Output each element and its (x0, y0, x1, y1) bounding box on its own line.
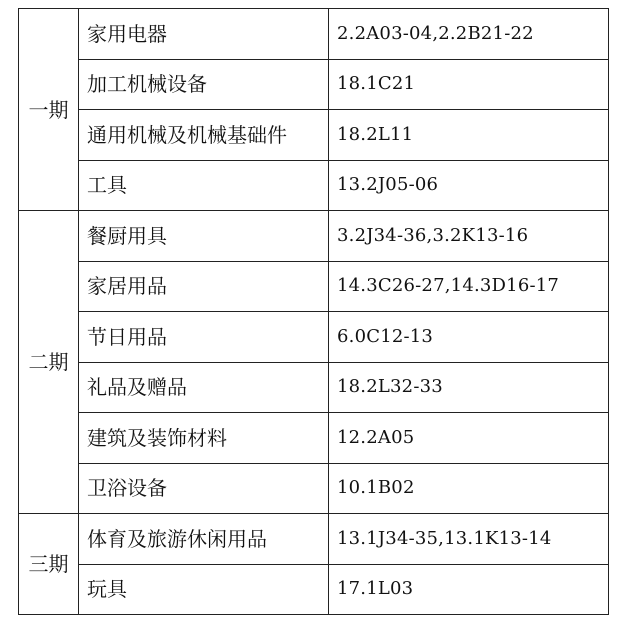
phase-label: 三期 (19, 514, 79, 615)
table-row (19, 564, 609, 615)
table-row (19, 413, 609, 464)
category-cell: 工具 (79, 160, 329, 211)
category-cell: 节日用品 (79, 312, 329, 363)
category-cell: 家居用品 (79, 261, 329, 312)
booth-cell: 18.2L11 (329, 110, 609, 161)
booth-cell: 18.1C21 (329, 59, 609, 110)
category-cell: 体育及旅游休闲用品 (79, 514, 329, 565)
category-cell: 餐厨用具 (79, 211, 329, 262)
booth-cell: 18.2L32-33 (329, 362, 609, 413)
phase-label: 二期 (19, 211, 79, 514)
booth-cell: 2.2A03-04,2.2B21-22 (329, 9, 609, 60)
table-row (19, 59, 609, 110)
table-row (19, 211, 609, 262)
table-row (19, 463, 609, 514)
booth-cell: 13.2J05-06 (329, 160, 609, 211)
table-row (19, 362, 609, 413)
table-row (19, 160, 609, 211)
table-row (19, 110, 609, 161)
category-cell: 卫浴设备 (79, 463, 329, 514)
category-cell: 通用机械及机械基础件 (79, 110, 329, 161)
booth-cell: 10.1B02 (329, 463, 609, 514)
booth-cell: 17.1L03 (329, 564, 609, 615)
category-cell: 玩具 (79, 564, 329, 615)
booth-cell: 12.2A05 (329, 413, 609, 464)
table-row (19, 9, 609, 60)
category-cell: 礼品及赠品 (79, 362, 329, 413)
category-cell: 家用电器 (79, 9, 329, 60)
phase-label: 一期 (19, 9, 79, 211)
booth-cell: 14.3C26-27,14.3D16-17 (329, 261, 609, 312)
exhibition-schedule-table (18, 8, 609, 615)
booth-cell: 6.0C12-13 (329, 312, 609, 363)
table-row (19, 514, 609, 565)
table-row (19, 312, 609, 363)
category-cell: 加工机械设备 (79, 59, 329, 110)
table-row (19, 261, 609, 312)
booth-cell: 13.1J34-35,13.1K13-14 (329, 514, 609, 565)
category-cell: 建筑及装饰材料 (79, 413, 329, 464)
booth-cell: 3.2J34-36,3.2K13-16 (329, 211, 609, 262)
